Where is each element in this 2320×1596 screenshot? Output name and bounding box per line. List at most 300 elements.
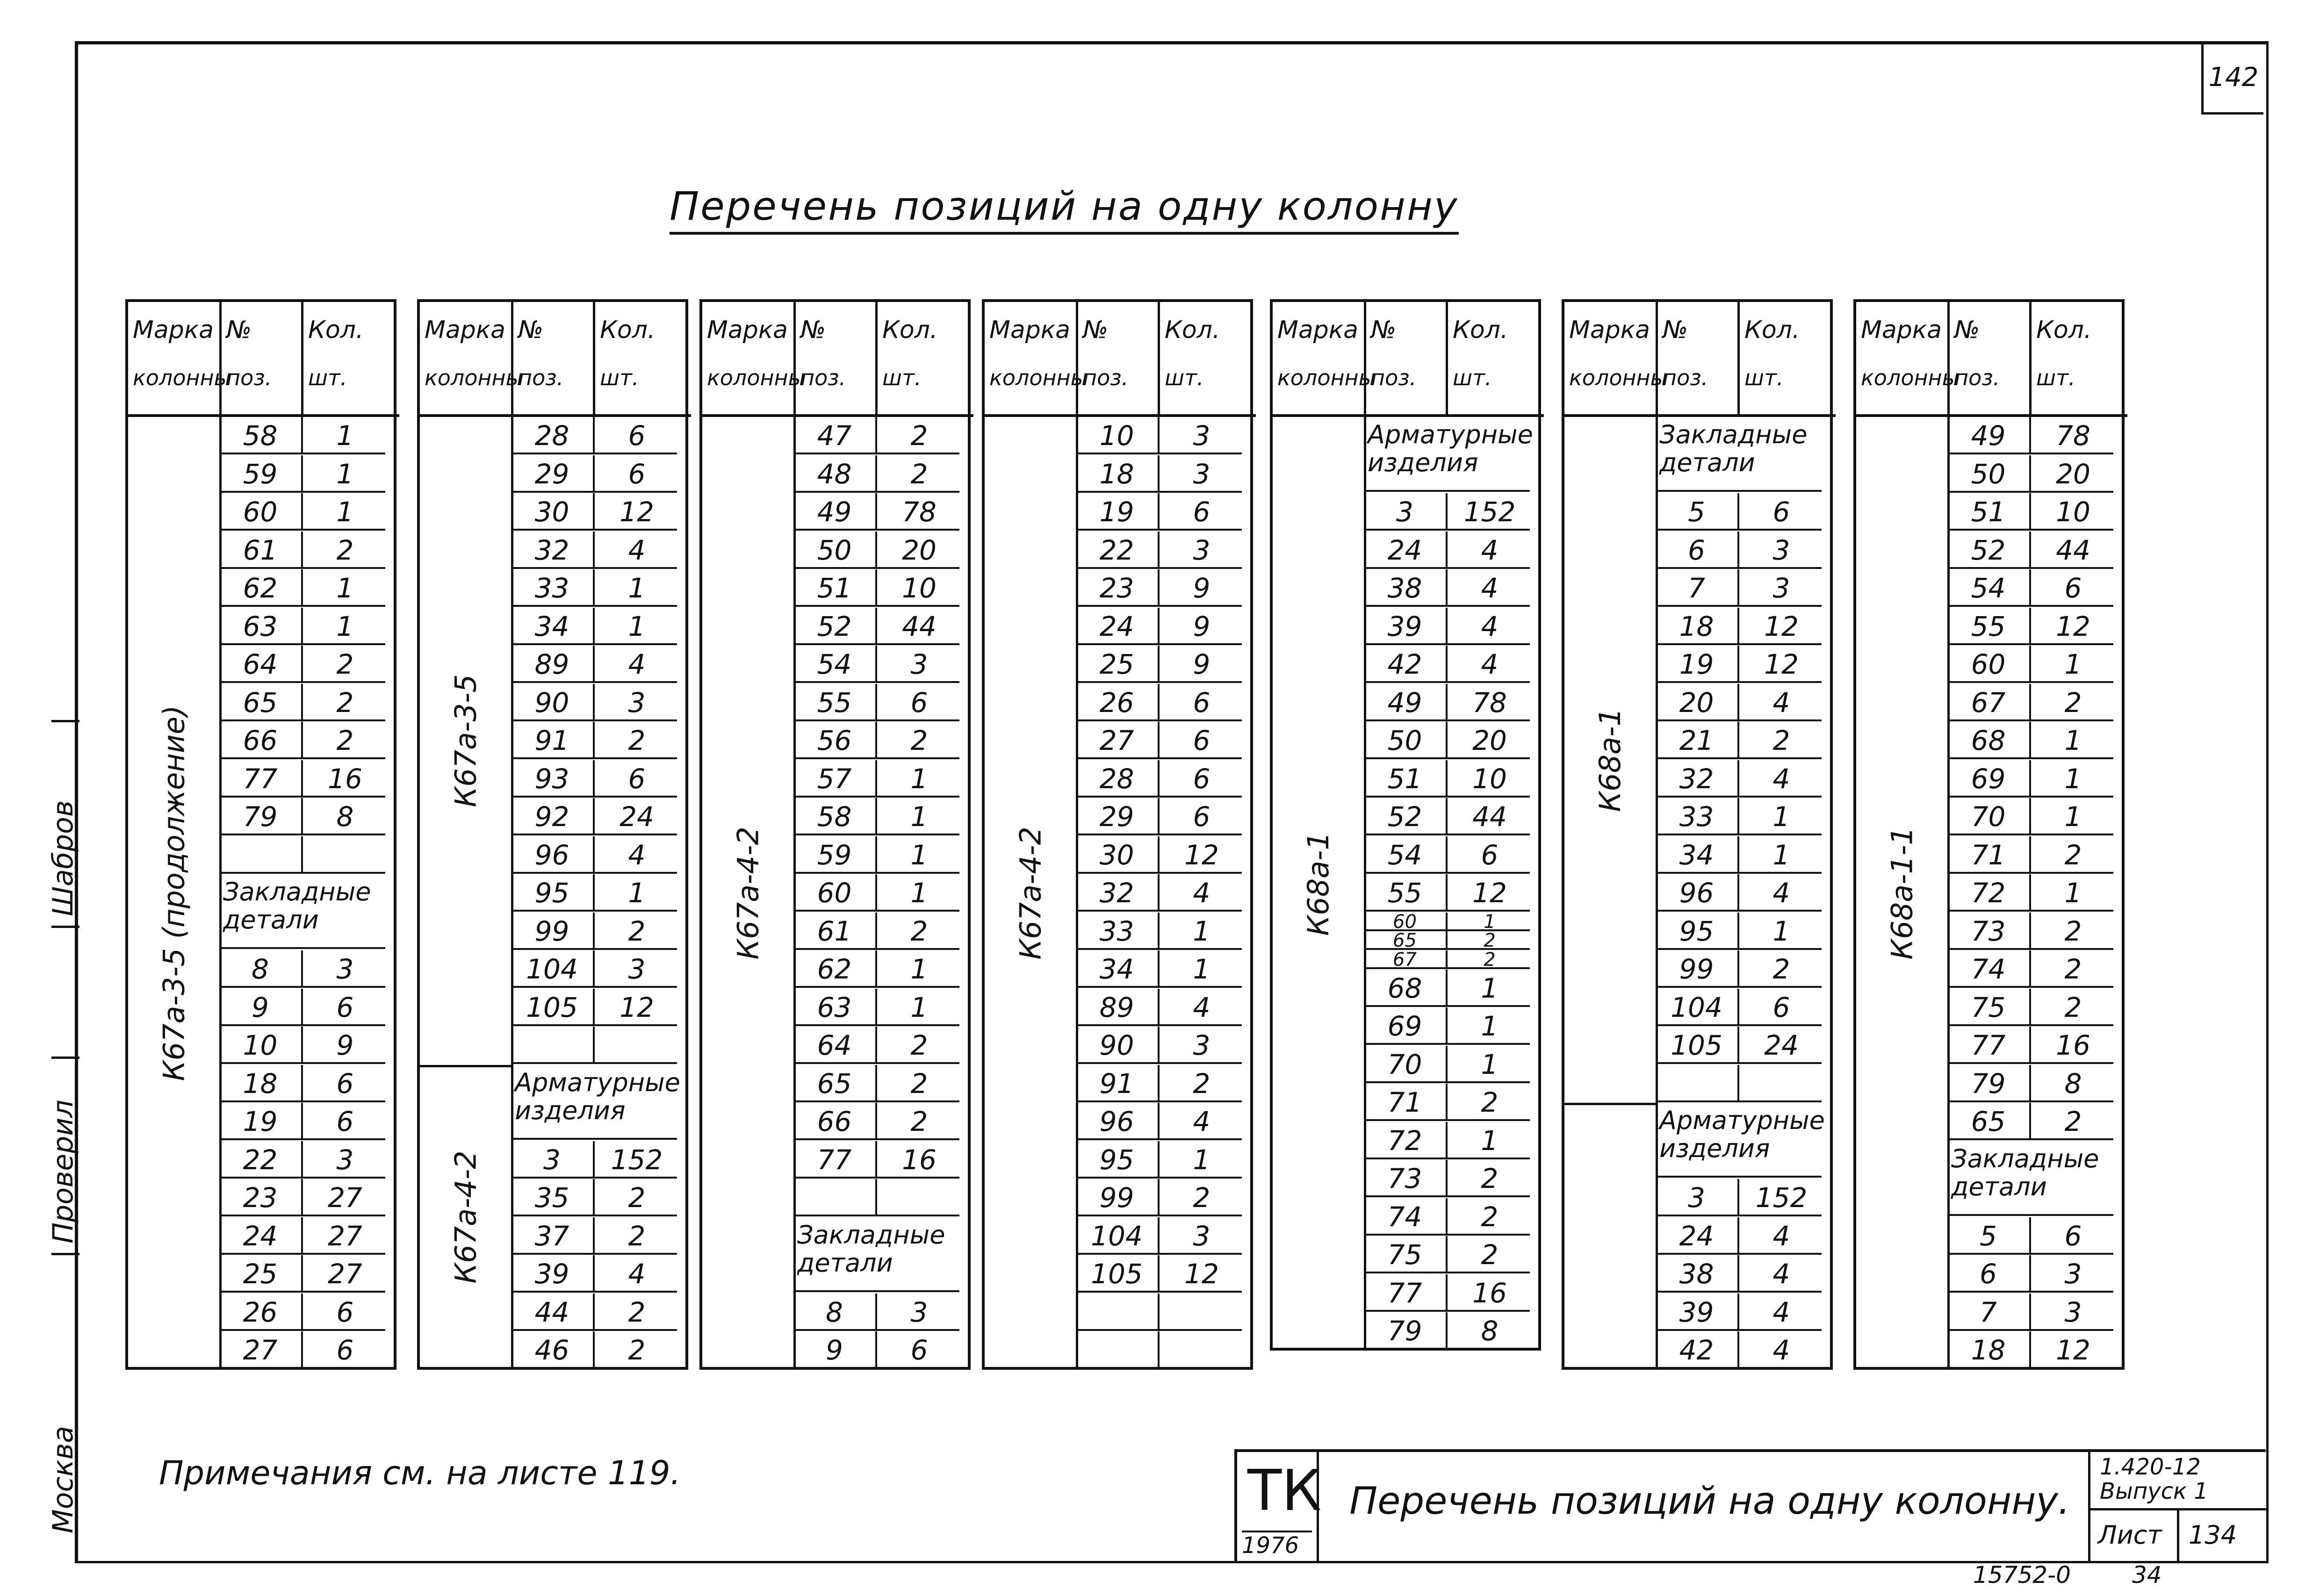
table-row xyxy=(1364,532,1530,569)
position-cell: 19 xyxy=(1099,496,1134,528)
header-position xyxy=(793,302,875,414)
quantity-cell: 2 xyxy=(593,913,679,950)
table-row xyxy=(219,532,385,569)
position-cell: 46 xyxy=(534,1334,569,1366)
table-row xyxy=(219,1294,385,1331)
header-quantity-line2: шт. xyxy=(2036,365,2075,390)
position-cell xyxy=(1076,1294,1158,1331)
table-row xyxy=(1364,1236,1530,1273)
position-cell xyxy=(1656,1065,1737,1102)
header-position xyxy=(219,302,301,414)
position-cell: 72 xyxy=(1971,877,2006,909)
code-issue: Выпуск 1 xyxy=(2100,1478,2208,1504)
table-row xyxy=(1076,532,1242,569)
quantity-cell: 3 xyxy=(2029,1294,2115,1331)
quantity-cell: 1 xyxy=(593,608,679,645)
quantity-cell: 6 xyxy=(301,989,387,1026)
quantity-cell: 3 xyxy=(1158,455,1244,493)
table-row xyxy=(1947,722,2113,759)
sheet-value: 134 xyxy=(2189,1520,2237,1550)
notes: Примечания см. на листе 119. xyxy=(159,1454,681,1492)
quantity-cell: 152 xyxy=(1446,493,1532,531)
position-cell: 19 xyxy=(243,1106,278,1137)
position-cell: 77 xyxy=(243,762,278,795)
table-row xyxy=(511,569,677,607)
position-cell: 21 xyxy=(1679,725,1714,756)
position-cell: 6 xyxy=(1688,534,1705,566)
quantity-cell: 4 xyxy=(1737,874,1823,912)
quantity-cell: 44 xyxy=(875,608,961,645)
table-row xyxy=(511,1217,677,1255)
table-row xyxy=(511,798,677,835)
quantity-cell: 2 xyxy=(301,532,387,569)
table-row xyxy=(1364,1007,1530,1045)
quantity-cell: 12 xyxy=(593,493,679,531)
quantity-cell: 1 xyxy=(875,989,961,1026)
position-cell: 91 xyxy=(1099,1067,1134,1100)
sidebar-divider xyxy=(51,926,79,928)
table-row xyxy=(1656,493,1822,531)
position-cell: 24 xyxy=(1679,1220,1714,1252)
quantity-cell: 2 xyxy=(593,1331,679,1369)
position-cell: 18 xyxy=(1099,458,1134,490)
quantity-cell: 78 xyxy=(1446,684,1532,721)
section-label: Закладные детали xyxy=(223,877,371,935)
header-position-line2: поз. xyxy=(1954,365,2000,390)
table-row xyxy=(1364,874,1530,912)
table-row xyxy=(793,1027,959,1064)
position-cell: 19 xyxy=(1679,648,1714,680)
quantity-cell: 1 xyxy=(1158,950,1244,988)
table-row xyxy=(1947,913,2113,950)
table-row xyxy=(1364,569,1530,607)
position-cell: 75 xyxy=(1387,1239,1422,1271)
mark-column-divider xyxy=(1364,417,1366,1348)
quantity-cell: 3 xyxy=(593,684,679,721)
position-cell: 3 xyxy=(1688,1182,1705,1214)
table-row xyxy=(1076,1103,1242,1140)
table-row xyxy=(1656,1294,1822,1331)
quantity-cell: 2 xyxy=(2029,1103,2115,1140)
section-label: Арматурные изделия xyxy=(1659,1106,1825,1163)
mark-column-divider xyxy=(511,417,513,1367)
quantity-cell: 2 xyxy=(2029,913,2115,950)
position-cell: 90 xyxy=(1099,1029,1134,1061)
header-quantity xyxy=(2029,302,2113,414)
position-cell: 34 xyxy=(1099,953,1134,985)
header-mark-line1: Марка xyxy=(1569,316,1650,344)
position-cell: 22 xyxy=(1099,534,1134,566)
table-row xyxy=(793,646,959,683)
header-mark-line2: колонны xyxy=(1569,365,1667,390)
quantity-cell: 12 xyxy=(593,989,679,1026)
header-mark xyxy=(702,302,805,414)
table-row xyxy=(1656,646,1822,683)
quantity-cell: 20 xyxy=(2029,455,2115,493)
table-row xyxy=(793,493,959,531)
position-cell: 27 xyxy=(243,1334,278,1366)
position-cell: 54 xyxy=(817,648,852,680)
quantity-cell: 12 xyxy=(1158,1255,1244,1293)
position-cell: 8 xyxy=(252,953,269,985)
position-cell: 99 xyxy=(1679,953,1714,985)
table-row xyxy=(793,1141,959,1179)
position-cell: 99 xyxy=(1099,1182,1134,1214)
quantity-cell: 20 xyxy=(875,532,961,569)
position-cell: 3 xyxy=(543,1143,561,1176)
tk-logo xyxy=(1237,1452,1322,1561)
quantity-cell: 2 xyxy=(1158,1065,1244,1102)
quantity-cell: 16 xyxy=(2029,1027,2115,1064)
header-mark-line1: Марка xyxy=(707,316,788,344)
position-cell: 74 xyxy=(1387,1201,1422,1233)
quantity-cell: 12 xyxy=(2029,1331,2115,1369)
quantity-cell: 1 xyxy=(875,760,961,798)
table-row xyxy=(793,874,959,912)
header-mark-line1: Марка xyxy=(1277,316,1359,344)
position-cell: 52 xyxy=(1971,534,2006,566)
table-row xyxy=(1656,836,1822,874)
quantity-cell: 4 xyxy=(1737,1294,1823,1331)
table-row xyxy=(511,836,677,874)
position-cell xyxy=(511,1027,593,1064)
table-row xyxy=(1076,1179,1242,1216)
table-row xyxy=(1947,1217,2113,1255)
position-cell: 96 xyxy=(1679,877,1714,909)
table-row xyxy=(1076,1141,1242,1179)
position-cell: 55 xyxy=(1387,877,1422,909)
quantity-cell: 4 xyxy=(1737,1217,1823,1255)
position-cell: 65 xyxy=(243,686,278,719)
quantity-cell: 4 xyxy=(1737,1331,1823,1369)
table-row xyxy=(1076,608,1242,645)
column-mark: К68а-1-1 xyxy=(1885,827,1919,960)
position-cell: 92 xyxy=(534,801,569,833)
header-quantity xyxy=(1158,302,1242,414)
quantity-cell: 12 xyxy=(1446,874,1532,912)
position-cell: 52 xyxy=(817,610,852,642)
quantity-cell: 2 xyxy=(875,455,961,493)
quantity-cell: 1 xyxy=(2029,874,2115,912)
table-header xyxy=(702,302,973,417)
quantity-cell: 12 xyxy=(2029,608,2115,645)
table-row xyxy=(1364,913,1530,931)
position-cell: 26 xyxy=(243,1296,278,1328)
quantity-cell: 6 xyxy=(875,684,961,721)
position-table xyxy=(699,299,971,1370)
table-row xyxy=(1947,1065,2113,1102)
position-cell: 25 xyxy=(1099,648,1134,680)
logo-text: ТК xyxy=(1247,1459,1322,1524)
header-mark-line2: колонны xyxy=(425,365,523,390)
quantity-cell: 2 xyxy=(1446,1236,1532,1273)
header-mark-line2: колонны xyxy=(133,365,231,390)
table-row xyxy=(1364,1046,1530,1083)
quantity-cell: 2 xyxy=(1446,950,1532,969)
position-cell: 58 xyxy=(817,801,852,833)
table-row xyxy=(1947,1027,2113,1064)
position-cell: 39 xyxy=(1679,1296,1714,1328)
position-cell: 30 xyxy=(534,496,569,528)
position-cell: 57 xyxy=(817,762,852,795)
table-row xyxy=(1364,836,1530,874)
quantity-cell: 24 xyxy=(593,798,679,835)
position-cell: 32 xyxy=(534,534,569,566)
position-cell: 51 xyxy=(817,572,852,604)
header-mark-line1: Марка xyxy=(1861,316,1942,344)
quantity-cell: 1 xyxy=(1446,1046,1532,1083)
position-cell: 22 xyxy=(243,1143,278,1176)
position-cell: 95 xyxy=(1679,915,1714,947)
section-label: Арматурные изделия xyxy=(1368,420,1533,477)
position-cell: 18 xyxy=(243,1067,278,1100)
position-cell: 55 xyxy=(1971,610,2006,642)
table-row xyxy=(793,760,959,798)
quantity-cell: 3 xyxy=(1737,569,1823,607)
position-cell: 67 xyxy=(1393,949,1417,971)
header-quantity-line1: Кол. xyxy=(1453,316,1508,344)
table-row xyxy=(219,950,385,988)
quantity-cell: 152 xyxy=(593,1141,679,1179)
header-mark-line2: колонны xyxy=(1861,365,1959,390)
quantity-cell: 1 xyxy=(875,874,961,912)
table-row xyxy=(1947,417,2113,454)
position-cell: 24 xyxy=(1387,534,1422,566)
position-cell: 70 xyxy=(1971,801,2006,833)
table-row xyxy=(1656,684,1822,721)
table-row xyxy=(1364,1122,1530,1159)
position-cell: 18 xyxy=(1679,610,1714,642)
position-cell: 60 xyxy=(1971,648,2006,680)
quantity-cell: 2 xyxy=(875,417,961,454)
section-header-row xyxy=(1947,1141,2113,1216)
table-row xyxy=(793,950,959,988)
column-mark: К67а-3-5 xyxy=(448,674,483,808)
position-cell: 52 xyxy=(1387,801,1422,833)
table-row xyxy=(1947,1255,2113,1293)
quantity-cell: 1 xyxy=(2029,760,2115,798)
position-cell: 29 xyxy=(1099,801,1134,833)
quantity-cell: 2 xyxy=(875,1027,961,1064)
section-header-row xyxy=(511,1065,680,1140)
table-row xyxy=(1947,493,2113,531)
table-row xyxy=(1364,1160,1530,1197)
quantity-cell: 8 xyxy=(301,798,387,835)
table-row xyxy=(1947,684,2113,721)
quantity-cell: 4 xyxy=(1446,646,1532,683)
quantity-cell: 1 xyxy=(301,455,387,493)
table-row xyxy=(1656,1065,1822,1102)
table-row xyxy=(219,798,385,835)
header-mark xyxy=(1856,302,1959,414)
document-code xyxy=(2088,1452,2268,1510)
quantity-cell: 6 xyxy=(1158,798,1244,835)
position-cell: 73 xyxy=(1387,1163,1422,1195)
position-cell: 79 xyxy=(243,801,278,833)
quantity-cell: 9 xyxy=(1158,569,1244,607)
table-row xyxy=(1656,1027,1822,1064)
quantity-cell: 6 xyxy=(1158,493,1244,531)
position-cell: 89 xyxy=(534,648,569,680)
table-row xyxy=(1364,646,1530,683)
header-position-line2: поз. xyxy=(800,365,846,390)
table-row xyxy=(793,532,959,569)
header-position-line2: поз. xyxy=(226,365,272,390)
position-cell: 38 xyxy=(1387,572,1422,604)
table-row xyxy=(511,989,677,1026)
mark-column-divider xyxy=(1076,417,1078,1367)
table-row xyxy=(1076,417,1242,454)
footer-number-2: 34 xyxy=(2132,1561,2162,1589)
header-position-line2: поз. xyxy=(1083,365,1129,390)
table-row xyxy=(1947,532,2113,569)
quantity-cell: 12 xyxy=(1737,646,1823,683)
quantity-cell: 2 xyxy=(301,684,387,721)
position-cell: 65 xyxy=(1393,930,1417,952)
table-row xyxy=(511,1141,677,1179)
table-header xyxy=(1564,302,1836,417)
position-cell: 26 xyxy=(1099,686,1134,719)
position-table xyxy=(125,299,396,1370)
quantity-cell: 27 xyxy=(301,1255,387,1293)
header-position-line2: поз. xyxy=(1663,365,1708,390)
quantity-cell: 3 xyxy=(301,950,387,988)
position-cell: 23 xyxy=(1099,572,1134,604)
table-row xyxy=(1656,1331,1822,1369)
position-cell: 39 xyxy=(534,1258,569,1290)
table-row xyxy=(511,1179,677,1216)
position-cell xyxy=(219,836,301,874)
table-row xyxy=(1947,455,2113,493)
quantity-cell: 2 xyxy=(593,1217,679,1255)
quantity-cell: 1 xyxy=(301,608,387,645)
position-cell: 51 xyxy=(1387,762,1422,795)
quantity-cell: 6 xyxy=(1158,684,1244,721)
quantity-cell xyxy=(1158,1294,1244,1331)
header-quantity-line1: Кол. xyxy=(2036,316,2092,344)
quantity-cell: 2 xyxy=(2029,684,2115,721)
position-cell: 90 xyxy=(534,686,569,719)
table-header xyxy=(1273,302,1544,417)
table-row xyxy=(511,913,677,950)
quantity-cell: 1 xyxy=(875,798,961,835)
quantity-cell: 6 xyxy=(1737,989,1823,1026)
position-table xyxy=(1562,299,1833,1370)
quantity-cell xyxy=(875,1179,961,1216)
header-quantity-line2: шт. xyxy=(882,365,922,390)
header-mark-line2: колонны xyxy=(989,365,1088,390)
section-header-row xyxy=(1364,417,1533,492)
position-cell: 10 xyxy=(243,1029,278,1061)
quantity-cell: 78 xyxy=(2029,417,2115,454)
header-quantity xyxy=(875,302,959,414)
position-cell: 35 xyxy=(534,1182,569,1214)
quantity-cell: 1 xyxy=(593,569,679,607)
header-quantity xyxy=(1737,302,1822,414)
position-cell: 50 xyxy=(817,534,852,566)
position-cell: 59 xyxy=(243,458,278,490)
table-row xyxy=(511,950,677,988)
position-cell: 44 xyxy=(534,1296,569,1328)
table-row xyxy=(511,1331,677,1369)
table-row xyxy=(793,989,959,1026)
page-title: Перечень позиций на одну колонну xyxy=(670,183,1459,235)
quantity-cell xyxy=(1737,1065,1823,1102)
quantity-cell: 1 xyxy=(301,493,387,531)
position-cell: 8 xyxy=(826,1296,843,1328)
position-cell: 66 xyxy=(817,1106,852,1137)
quantity-cell: 6 xyxy=(301,1331,387,1369)
header-quantity-line2: шт. xyxy=(1453,365,1492,390)
table-header xyxy=(128,302,399,417)
table-row xyxy=(219,1179,385,1216)
sidebar xyxy=(47,701,79,1533)
quantity-cell: 2 xyxy=(301,722,387,759)
quantity-cell: 1 xyxy=(1446,1007,1532,1045)
mark-column-divider xyxy=(219,417,222,1367)
quantity-cell: 9 xyxy=(1158,608,1244,645)
table-row xyxy=(1364,760,1530,798)
quantity-cell: 3 xyxy=(875,1294,961,1331)
table-row xyxy=(793,1065,959,1102)
sheet-number: 142 xyxy=(2201,42,2263,115)
quantity-cell: 2 xyxy=(301,646,387,683)
position-cell: 60 xyxy=(243,496,278,528)
section-header-row xyxy=(1656,1103,1825,1178)
position-cell: 79 xyxy=(1971,1067,2006,1100)
quantity-cell: 2 xyxy=(875,722,961,759)
table-row xyxy=(1656,1179,1822,1216)
position-cell: 91 xyxy=(534,725,569,756)
quantity-cell: 27 xyxy=(301,1179,387,1216)
header-quantity-line2: шт. xyxy=(1744,365,1784,390)
quantity-cell: 4 xyxy=(1446,608,1532,645)
table-row xyxy=(1947,874,2113,912)
table-row xyxy=(793,798,959,835)
table-row xyxy=(1656,1217,1822,1255)
header-position-line1: № xyxy=(800,316,826,344)
quantity-cell: 6 xyxy=(2029,1217,2115,1255)
quantity-cell: 1 xyxy=(1158,913,1244,950)
position-cell: 30 xyxy=(1099,839,1134,871)
quantity-cell: 1 xyxy=(2029,798,2115,835)
quantity-cell: 4 xyxy=(593,836,679,874)
quantity-cell: 3 xyxy=(875,646,961,683)
position-cell: 65 xyxy=(817,1067,852,1100)
quantity-cell: 3 xyxy=(1737,532,1823,569)
quantity-cell: 1 xyxy=(1737,913,1823,950)
sheet-field xyxy=(2088,1508,2268,1561)
position-cell: 71 xyxy=(1971,839,2006,871)
table-row xyxy=(1364,722,1530,759)
column-mark: К67а-4-2 xyxy=(448,1150,483,1284)
table-row xyxy=(1076,455,1242,493)
quantity-cell: 6 xyxy=(301,1103,387,1140)
table-row xyxy=(219,1103,385,1140)
sheet-label: Лист xyxy=(2098,1520,2162,1550)
header-quantity-line1: Кол. xyxy=(1744,316,1800,344)
position-cell: 105 xyxy=(1091,1258,1143,1290)
table-row xyxy=(1076,1331,1242,1369)
table-row xyxy=(219,989,385,1026)
table-row xyxy=(1364,1274,1530,1312)
table-row xyxy=(793,1103,959,1140)
header-mark xyxy=(128,302,231,414)
quantity-cell: 2 xyxy=(1737,950,1823,988)
quantity-cell: 6 xyxy=(593,417,679,454)
header-mark xyxy=(985,302,1088,414)
sidebar-divider xyxy=(51,1253,79,1255)
